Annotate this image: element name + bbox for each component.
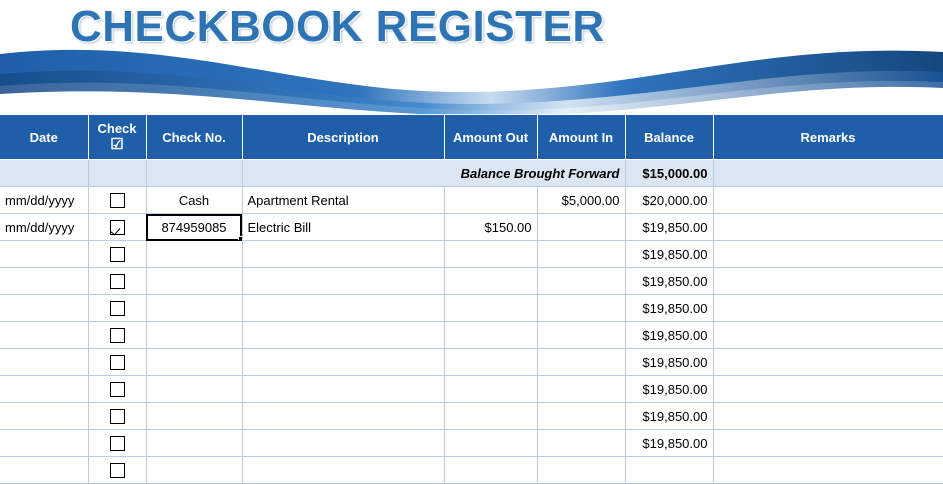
cell-amount-in[interactable] bbox=[537, 403, 625, 430]
bf-blank-check-no[interactable] bbox=[146, 160, 242, 187]
checkbox-unchecked-icon[interactable] bbox=[110, 409, 125, 424]
table-row bbox=[0, 322, 943, 349]
cell-description[interactable] bbox=[242, 376, 444, 403]
cell-description[interactable]: Electric Bill bbox=[242, 214, 444, 241]
cell-amount-in[interactable] bbox=[537, 376, 625, 403]
cell-remarks[interactable] bbox=[713, 214, 943, 241]
cell-amount-out[interactable] bbox=[444, 430, 537, 457]
cell-check-no[interactable] bbox=[146, 430, 242, 457]
cell-remarks[interactable] bbox=[713, 457, 943, 484]
column-header-check-label: Check bbox=[97, 121, 137, 136]
cell-date[interactable]: mm/dd/yyyy bbox=[0, 187, 88, 214]
bf-blank-remarks[interactable] bbox=[713, 160, 943, 187]
cell-date[interactable] bbox=[0, 430, 88, 457]
banner-swoosh-graphic bbox=[0, 48, 943, 114]
cell-check-no[interactable] bbox=[146, 322, 242, 349]
cell-check[interactable] bbox=[88, 241, 146, 268]
checkbox-unchecked-icon[interactable] bbox=[110, 463, 125, 478]
cell-balance[interactable]: $19,850.00 bbox=[625, 349, 713, 376]
table-row bbox=[0, 457, 943, 484]
cell-date[interactable] bbox=[0, 295, 88, 322]
checkbox-unchecked-icon[interactable] bbox=[110, 274, 125, 289]
cell-amount-out[interactable] bbox=[444, 376, 537, 403]
balance-brought-forward-row bbox=[0, 160, 943, 187]
cell-amount-out[interactable] bbox=[444, 349, 537, 376]
cell-date[interactable]: mm/dd/yyyy bbox=[0, 214, 88, 241]
cell-remarks[interactable] bbox=[713, 241, 943, 268]
cell-amount-in[interactable]: $5,000.00 bbox=[537, 187, 625, 214]
cell-balance[interactable] bbox=[625, 457, 713, 484]
column-header-amount-out[interactable]: Amount Out bbox=[444, 115, 537, 160]
cell-check[interactable] bbox=[88, 322, 146, 349]
cell-description[interactable] bbox=[242, 457, 444, 484]
column-header-amount-in[interactable]: Amount In bbox=[537, 115, 625, 160]
cell-remarks[interactable] bbox=[713, 349, 943, 376]
cell-amount-in[interactable] bbox=[537, 268, 625, 295]
cell-date[interactable] bbox=[0, 322, 88, 349]
checkbox-checked-icon[interactable] bbox=[110, 220, 125, 235]
cell-check[interactable] bbox=[88, 376, 146, 403]
cell-date[interactable] bbox=[0, 376, 88, 403]
cell-description[interactable]: Apartment Rental bbox=[242, 187, 444, 214]
cell-balance[interactable]: $19,850.00 bbox=[625, 295, 713, 322]
cell-description[interactable] bbox=[242, 268, 444, 295]
checkbox-unchecked-icon[interactable] bbox=[110, 193, 125, 208]
cell-check[interactable] bbox=[88, 457, 146, 484]
cell-description[interactable] bbox=[242, 295, 444, 322]
column-header-check-no[interactable]: Check No. bbox=[146, 115, 242, 160]
checkbox-unchecked-icon[interactable] bbox=[110, 355, 125, 370]
cell-balance[interactable]: $19,850.00 bbox=[625, 268, 713, 295]
cell-check-no[interactable] bbox=[146, 295, 242, 322]
checkbox-unchecked-icon[interactable] bbox=[110, 247, 125, 262]
column-header-date[interactable]: Date bbox=[0, 115, 88, 160]
cell-check[interactable] bbox=[88, 430, 146, 457]
cell-date[interactable] bbox=[0, 457, 88, 484]
cell-amount-in[interactable] bbox=[537, 214, 625, 241]
cell-remarks[interactable] bbox=[713, 268, 943, 295]
cell-check-no[interactable] bbox=[146, 403, 242, 430]
checkbox-unchecked-icon[interactable] bbox=[110, 436, 125, 451]
cell-check-no[interactable] bbox=[146, 268, 242, 295]
cell-description[interactable] bbox=[242, 403, 444, 430]
cell-balance[interactable]: $19,850.00 bbox=[625, 430, 713, 457]
cell-check-no[interactable] bbox=[146, 349, 242, 376]
column-header-remarks[interactable]: Remarks bbox=[713, 115, 943, 160]
cell-balance[interactable]: $19,850.00 bbox=[625, 322, 713, 349]
cell-balance[interactable]: $19,850.00 bbox=[625, 376, 713, 403]
checkbox-unchecked-icon[interactable] bbox=[110, 301, 125, 316]
cell-check[interactable] bbox=[88, 403, 146, 430]
cell-amount-out[interactable] bbox=[444, 457, 537, 484]
cell-amount-out[interactable] bbox=[444, 295, 537, 322]
table-body bbox=[0, 160, 943, 484]
cell-balance[interactable]: $19,850.00 bbox=[625, 214, 713, 241]
cell-description[interactable] bbox=[242, 241, 444, 268]
cell-remarks[interactable] bbox=[713, 322, 943, 349]
cell-check[interactable] bbox=[88, 295, 146, 322]
cell-check-no[interactable]: Cash bbox=[146, 187, 242, 214]
cell-balance[interactable]: $20,000.00 bbox=[625, 187, 713, 214]
page-title: CHECKBOOK REGISTER bbox=[70, 2, 605, 51]
table-row bbox=[0, 376, 943, 403]
checkbook-register-table bbox=[0, 115, 943, 484]
table-header-row bbox=[0, 115, 943, 160]
table-row bbox=[0, 268, 943, 295]
table-row bbox=[0, 430, 943, 457]
cell-remarks[interactable] bbox=[713, 295, 943, 322]
cell-balance[interactable]: $19,850.00 bbox=[625, 241, 713, 268]
cell-remarks[interactable] bbox=[713, 376, 943, 403]
cell-check[interactable] bbox=[88, 214, 146, 241]
cell-amount-out[interactable] bbox=[444, 241, 537, 268]
cell-amount-out[interactable] bbox=[444, 322, 537, 349]
table-row bbox=[0, 187, 943, 214]
cell-date[interactable] bbox=[0, 403, 88, 430]
checkbox-unchecked-icon[interactable] bbox=[110, 382, 125, 397]
cell-check[interactable] bbox=[88, 187, 146, 214]
cell-check-no[interactable] bbox=[146, 457, 242, 484]
column-header-balance[interactable]: Balance bbox=[625, 115, 713, 160]
cell-remarks[interactable] bbox=[713, 430, 943, 457]
checked-box-icon: ☑ bbox=[110, 136, 124, 153]
cell-amount-out[interactable]: $150.00 bbox=[444, 214, 537, 241]
cell-amount-out[interactable] bbox=[444, 403, 537, 430]
cell-date[interactable] bbox=[0, 268, 88, 295]
cell-check-no[interactable]: 874959085 bbox=[146, 214, 242, 241]
cell-date[interactable] bbox=[0, 349, 88, 376]
cell-amount-in[interactable] bbox=[537, 430, 625, 457]
column-header-description[interactable]: Description bbox=[242, 115, 444, 160]
balance-brought-forward-label: Balance Brought Forward bbox=[242, 160, 625, 187]
cell-remarks[interactable] bbox=[713, 187, 943, 214]
page-banner bbox=[0, 0, 943, 115]
column-header-check[interactable] bbox=[88, 115, 146, 160]
table-row bbox=[0, 295, 943, 322]
cell-remarks[interactable] bbox=[713, 403, 943, 430]
cell-amount-in[interactable] bbox=[537, 349, 625, 376]
table-row bbox=[0, 403, 943, 430]
table-row bbox=[0, 214, 943, 241]
balance-brought-forward-amount[interactable]: $15,000.00 bbox=[625, 160, 713, 187]
cell-description[interactable] bbox=[242, 322, 444, 349]
cell-description[interactable] bbox=[242, 430, 444, 457]
cell-amount-in[interactable] bbox=[537, 322, 625, 349]
cell-check-no[interactable] bbox=[146, 376, 242, 403]
cell-check[interactable] bbox=[88, 268, 146, 295]
cell-check[interactable] bbox=[88, 349, 146, 376]
cell-date[interactable] bbox=[0, 241, 88, 268]
cell-amount-in[interactable] bbox=[537, 241, 625, 268]
cell-amount-in[interactable] bbox=[537, 457, 625, 484]
cell-description[interactable] bbox=[242, 349, 444, 376]
bf-blank-date[interactable] bbox=[0, 160, 88, 187]
cell-balance[interactable]: $19,850.00 bbox=[625, 403, 713, 430]
table-row bbox=[0, 349, 943, 376]
cell-amount-out[interactable] bbox=[444, 187, 537, 214]
bf-blank-check[interactable] bbox=[88, 160, 146, 187]
table-row bbox=[0, 241, 943, 268]
cell-amount-out[interactable] bbox=[444, 268, 537, 295]
cell-check-no[interactable] bbox=[146, 241, 242, 268]
cell-amount-in[interactable] bbox=[537, 295, 625, 322]
checkbox-unchecked-icon[interactable] bbox=[110, 328, 125, 343]
